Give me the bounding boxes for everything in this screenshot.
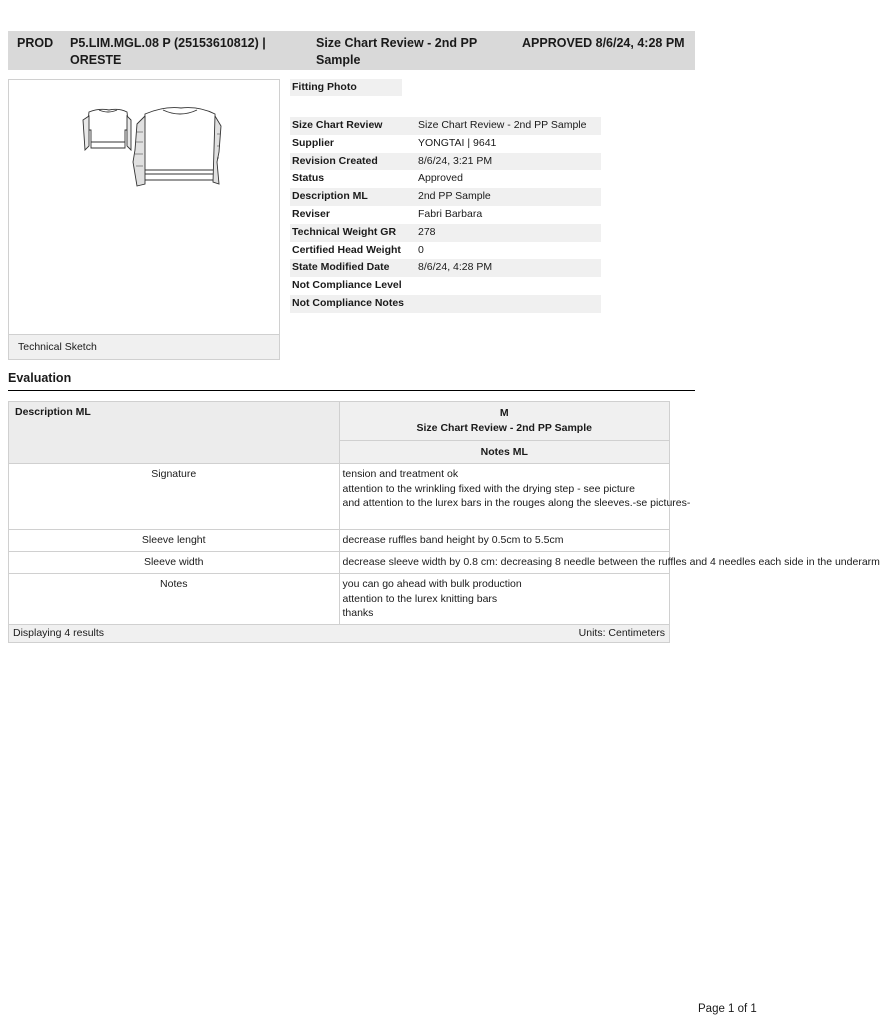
info-value: YONGTAI | 9641 [418, 136, 497, 149]
note-line: decrease sleeve width by 0.8 cm: decreasing 8 needle between the ruffles and 4 needles each side in the underarm [342, 556, 880, 568]
info-value: 278 [418, 225, 436, 238]
footer-cell [9, 625, 670, 643]
document-header [8, 31, 695, 70]
size-header [339, 402, 670, 441]
info-value: 0 [418, 243, 424, 256]
info-row [290, 259, 601, 277]
divider [8, 390, 695, 391]
info-key: State Modified Date [292, 261, 390, 274]
sketch-caption: Technical Sketch [9, 334, 279, 359]
note-line: thanks [342, 607, 374, 619]
garment-sketch-image [79, 102, 219, 194]
info-row [290, 295, 601, 313]
row-notes [339, 552, 880, 574]
table-row [9, 530, 670, 552]
info-key: Reviser [292, 207, 330, 220]
results-count: Displaying 4 results [13, 627, 105, 639]
info-value: 8/6/24, 3:21 PM [418, 154, 493, 167]
info-key: Not Compliance Level [292, 279, 402, 292]
info-row [290, 188, 601, 206]
note-line: and attention to the lurex bars in the rouges along the sleeves.-se pictures- [342, 497, 691, 509]
info-row [290, 135, 601, 153]
info-row [290, 117, 601, 135]
info-key: Revision Created [292, 154, 378, 167]
info-value [418, 295, 601, 313]
table-row [9, 552, 670, 574]
info-row [290, 224, 601, 242]
review-info-list [290, 117, 601, 313]
fitting-photo-label: Fitting Photo [290, 79, 402, 96]
info-row [290, 206, 601, 224]
note-line: you can go ahead with bulk production [342, 578, 522, 590]
info-row [290, 242, 601, 260]
info-value: Approved [418, 172, 463, 185]
info-value: 2nd PP Sample [418, 190, 491, 203]
table-footer [9, 625, 670, 643]
evaluation-heading: Evaluation [8, 371, 72, 385]
note-line: attention to the lurex knitting bars [342, 592, 498, 605]
approval-status: APPROVED 8/6/24, 4:28 PM [522, 36, 685, 50]
info-key: Description ML [292, 190, 368, 203]
info-key: Supplier [292, 136, 335, 149]
info-value: 8/6/24, 4:28 PM [418, 261, 493, 274]
row-notes [339, 574, 670, 625]
notes-header: Notes ML [339, 441, 670, 464]
info-key: Size Chart Review [292, 119, 383, 131]
row-label: Signature [9, 464, 340, 530]
row-label: Sleeve width [9, 552, 340, 574]
info-value: Size Chart Review - 2nd PP Sample [418, 119, 587, 131]
info-row [290, 153, 601, 171]
row-label: Notes [9, 574, 340, 625]
info-key: Certified Head Weight [292, 243, 401, 256]
document-title: Size Chart Review - 2nd PP Sample [316, 36, 477, 67]
technical-sketch-panel [8, 79, 280, 360]
size-label: M [499, 407, 509, 419]
info-key: Technical Weight GR [292, 225, 397, 238]
page-number: Page 1 of 1 [698, 1003, 757, 1015]
row-label: Sleeve lenght [9, 530, 340, 552]
info-row [290, 170, 601, 188]
info-value [418, 277, 601, 295]
note-line: tension and treatment ok [342, 468, 459, 480]
note-line: decrease ruffles band height by 0.5cm to 5.5cm [342, 534, 564, 546]
info-value: Fabri Barbara [418, 207, 483, 220]
review-label: Size Chart Review - 2nd PP Sample [416, 422, 592, 434]
evaluation-table [8, 401, 880, 643]
product-code: P5.LIM.MGL.08 P (25153610812) | ORESTE [70, 36, 266, 67]
column-label-description: Description ML [9, 402, 340, 464]
note-line: attention to the wrinkling fixed with the drying step - see picture [342, 482, 635, 495]
info-row [290, 277, 601, 295]
row-notes [339, 530, 670, 552]
info-key: Not Compliance Notes [292, 296, 405, 309]
stage-label: PROD [17, 36, 54, 50]
row-notes [339, 464, 691, 530]
units-label: Units: Centimeters [578, 627, 665, 639]
table-row [9, 574, 670, 625]
info-key: Status [292, 172, 325, 185]
table-row [9, 464, 670, 530]
